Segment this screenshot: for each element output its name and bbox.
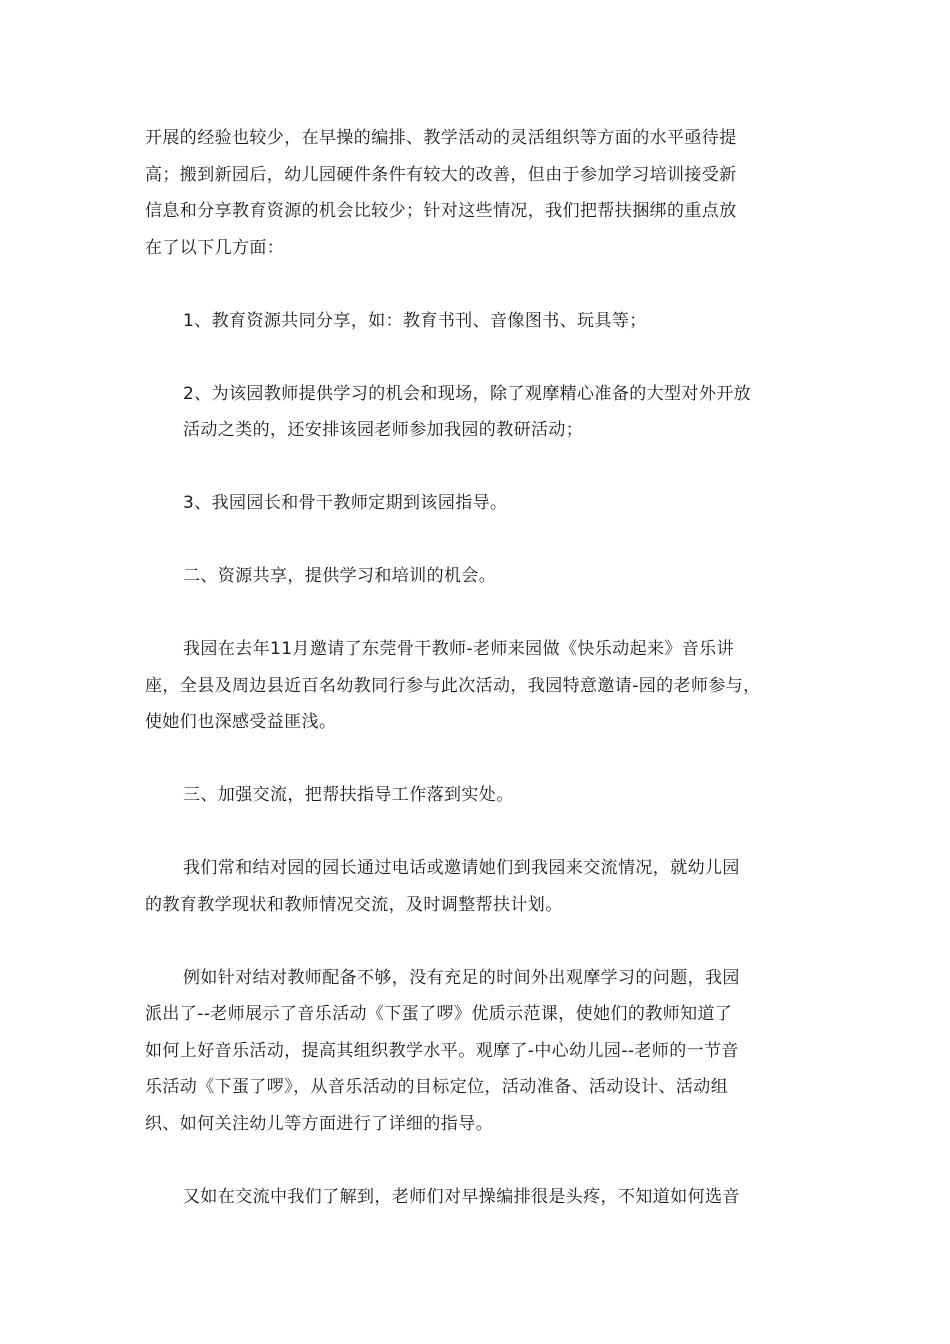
- document-body: [145, 120, 810, 1215]
- paragraph-item-3: [145, 485, 810, 522]
- text-line: 派出了--老师展示了音乐活动《下蛋了啰》优质示范课，使她们的教师知道了: [145, 1004, 733, 1024]
- paragraph-lecture: [145, 631, 810, 741]
- paragraph-gap: [145, 339, 810, 376]
- text-line: 2、为该园教师提供学习的机会和现场，除了观摩精心准备的大型对外开放: [183, 383, 752, 404]
- paragraph-gap: [145, 741, 810, 778]
- section-heading-2: [145, 558, 810, 595]
- text-line: 我园在去年11月邀请了东莞骨干教师-老师来园做《快乐动起来》音乐讲: [183, 639, 734, 659]
- text-line: 座，全县及周边县近百名幼教同行参与此次活动，我园特意邀请-园的老师参与，: [145, 675, 761, 696]
- paragraph-exchange: [145, 850, 810, 923]
- paragraph-item-1: [145, 303, 810, 340]
- text-line: 如何上好音乐活动，提高其组织教学水平。观摩了-中心幼儿园--老师的一节音: [145, 1040, 739, 1061]
- text-line: 开展的经验也较少，在早操的编排、教学活动的灵活组织等方面的水平亟待提: [145, 128, 737, 148]
- paragraph-example-1: [145, 960, 810, 1143]
- text-line: 3、我园园长和骨干教师定期到该园指导。: [183, 493, 508, 513]
- paragraph-gap: [145, 449, 810, 486]
- text-line: 乐活动《下蛋了啰》，从音乐活动的目标定位，活动准备、活动设计、活动组: [145, 1077, 729, 1097]
- paragraph-intro: [145, 120, 810, 266]
- text-line: 织、如何关注幼儿等方面进行了详细的指导。: [145, 1113, 493, 1134]
- paragraph-item-2: [145, 376, 810, 449]
- text-line: 二、资源共享，提供学习和培训的机会。: [183, 566, 497, 586]
- text-line: 1、教育资源共同分享，如：教育书刊、音像图书、玩具等；: [183, 310, 647, 331]
- paragraph-gap: [145, 266, 810, 303]
- text-line: 在了以下几方面：: [145, 237, 285, 258]
- paragraph-gap: [145, 595, 810, 632]
- text-line: 的教育教学现状和教师情况交流，及时调整帮扶计划。: [145, 894, 563, 915]
- text-line: 高；搬到新园后，幼儿园硬件条件有较大的改善，但由于参加学习培训接受新: [145, 164, 737, 185]
- text-line: 三、加强交流，把帮扶指导工作落到实处。: [183, 785, 514, 805]
- text-line: 又如在交流中我们了解到，老师们对早操编排很是头疼，不知道如何选音: [183, 1186, 740, 1207]
- text-line: 我们常和结对园的园长通过电话或邀请她们到我园来交流情况，就幼儿园: [183, 858, 740, 878]
- paragraph-gap: [145, 923, 810, 960]
- text-line: 信息和分享教育资源的机会比较少；针对这些情况，我们把帮扶捆绑的重点放: [145, 201, 737, 221]
- text-line: 活动之类的，还安排该园老师参加我园的教研活动；: [183, 420, 584, 440]
- text-line: 使她们也深感受益匪浅。: [145, 712, 337, 732]
- text-line: 例如针对结对教师配备不够，没有充足的时间外出观摩学习的问题，我园: [183, 967, 740, 988]
- paragraph-example-2: [145, 1179, 810, 1216]
- paragraph-gap: [145, 1142, 810, 1179]
- section-heading-3: [145, 777, 810, 814]
- paragraph-gap: [145, 814, 810, 851]
- paragraph-gap: [145, 522, 810, 559]
